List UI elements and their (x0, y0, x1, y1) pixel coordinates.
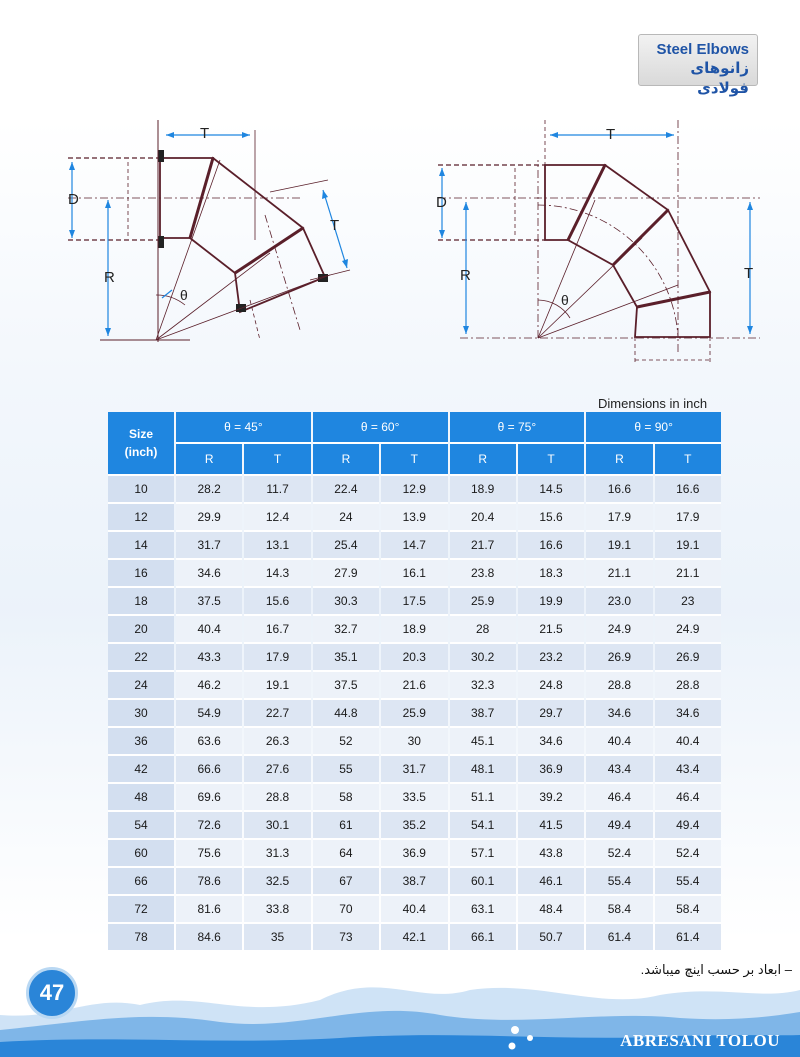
sub-header-r: R (176, 444, 242, 476)
t-value-cell: 23 (655, 588, 721, 616)
r-value-cell: 35.1 (313, 644, 379, 672)
r-value-cell: 46.4 (586, 784, 652, 812)
t-value-cell: 26.9 (655, 644, 721, 672)
size-cell: 14 (108, 532, 174, 560)
size-cell: 24 (108, 672, 174, 700)
table-row (108, 840, 721, 868)
size-header-label: Size (128, 427, 153, 441)
t-value-cell: 24.9 (655, 616, 721, 644)
elbow-dimensions-table (106, 412, 723, 952)
size-cell: 66 (108, 868, 174, 896)
table-row (108, 896, 721, 924)
r-value-cell: 61.4 (586, 924, 652, 952)
sub-header-t: T (244, 444, 310, 476)
r-value-cell: 81.6 (176, 896, 242, 924)
r-value-cell: 21.1 (586, 560, 652, 588)
t-value-cell: 61.4 (655, 924, 721, 952)
t-value-cell: 32.5 (244, 868, 310, 896)
t-value-cell: 18.9 (381, 616, 447, 644)
t-value-cell: 24.8 (518, 672, 584, 700)
r-value-cell: 34.6 (176, 560, 242, 588)
size-cell: 20 (108, 616, 174, 644)
r-value-cell: 25.9 (450, 588, 516, 616)
t-value-cell: 46.4 (655, 784, 721, 812)
t-value-cell: 29.7 (518, 700, 584, 728)
r-value-cell: 58 (313, 784, 379, 812)
t-value-cell: 13.9 (381, 504, 447, 532)
r-value-cell: 72.6 (176, 812, 242, 840)
r-value-cell: 54.1 (450, 812, 516, 840)
size-cell: 10 (108, 476, 174, 504)
r-value-cell: 58.4 (586, 896, 652, 924)
t-value-cell: 36.9 (518, 756, 584, 784)
t-value-cell: 35.2 (381, 812, 447, 840)
dimensions-note: Dimensions in inch (598, 396, 708, 411)
r-value-cell: 55.4 (586, 868, 652, 896)
page-number-badge: 47 (26, 967, 78, 1019)
t-value-cell: 27.6 (244, 756, 310, 784)
t-value-cell: 12.9 (381, 476, 447, 504)
t-value-cell: 26.3 (244, 728, 310, 756)
r-value-cell: 22.4 (313, 476, 379, 504)
dim-label-theta-left: θ (180, 287, 188, 303)
r-value-cell: 63.1 (450, 896, 516, 924)
t-value-cell: 36.9 (381, 840, 447, 868)
t-value-cell: 35 (244, 924, 310, 952)
t-value-cell: 30.1 (244, 812, 310, 840)
t-value-cell: 28.8 (655, 672, 721, 700)
table-row (108, 644, 721, 672)
r-value-cell: 84.6 (176, 924, 242, 952)
size-cell: 12 (108, 504, 174, 532)
t-value-cell: 52.4 (655, 840, 721, 868)
table-row (108, 504, 721, 532)
r-value-cell: 27.9 (313, 560, 379, 588)
r-value-cell: 55 (313, 756, 379, 784)
table-row (108, 672, 721, 700)
dim-label-t-left: T (200, 125, 210, 142)
r-value-cell: 30.3 (313, 588, 379, 616)
r-value-cell: 19.1 (586, 532, 652, 560)
size-cell: 78 (108, 924, 174, 952)
t-value-cell: 21.6 (381, 672, 447, 700)
r-value-cell: 31.7 (176, 532, 242, 560)
t-value-cell: 14.7 (381, 532, 447, 560)
dim-label-r-right: R (460, 267, 471, 284)
t-value-cell: 41.5 (518, 812, 584, 840)
t-value-cell: 30 (381, 728, 447, 756)
r-value-cell: 16.6 (586, 476, 652, 504)
t-value-cell: 21.5 (518, 616, 584, 644)
table-row (108, 756, 721, 784)
r-value-cell: 49.4 (586, 812, 652, 840)
t-value-cell: 40.4 (381, 896, 447, 924)
dim-label-t2-right: T (744, 265, 754, 282)
t-value-cell: 49.4 (655, 812, 721, 840)
t-value-cell: 31.7 (381, 756, 447, 784)
size-cell: 54 (108, 812, 174, 840)
r-value-cell: 45.1 (450, 728, 516, 756)
table-row (108, 476, 721, 504)
r-value-cell: 61 (313, 812, 379, 840)
angle-header-45: θ = 45° (176, 412, 311, 444)
t-value-cell: 46.1 (518, 868, 584, 896)
size-cell: 42 (108, 756, 174, 784)
t-value-cell: 40.4 (655, 728, 721, 756)
t-value-cell: 18.3 (518, 560, 584, 588)
t-value-cell: 16.1 (381, 560, 447, 588)
t-value-cell: 34.6 (518, 728, 584, 756)
angle-header-75: θ = 75° (450, 412, 585, 444)
t-value-cell: 31.3 (244, 840, 310, 868)
size-cell: 16 (108, 560, 174, 588)
t-value-cell: 43.4 (655, 756, 721, 784)
r-value-cell: 20.4 (450, 504, 516, 532)
t-value-cell: 11.7 (244, 476, 310, 504)
r-value-cell: 66.6 (176, 756, 242, 784)
t-value-cell: 58.4 (655, 896, 721, 924)
dim-label-d-right: D (436, 194, 447, 211)
r-value-cell: 54.9 (176, 700, 242, 728)
r-value-cell: 63.6 (176, 728, 242, 756)
table-row (108, 812, 721, 840)
r-value-cell: 38.7 (450, 700, 516, 728)
r-value-cell: 69.6 (176, 784, 242, 812)
r-value-cell: 73 (313, 924, 379, 952)
t-value-cell: 38.7 (381, 868, 447, 896)
table-body (108, 476, 721, 952)
r-value-cell: 60.1 (450, 868, 516, 896)
r-value-cell: 40.4 (176, 616, 242, 644)
t-value-cell: 23.2 (518, 644, 584, 672)
r-value-cell: 28.8 (586, 672, 652, 700)
size-header (108, 412, 174, 476)
size-header-unit: (inch) (124, 445, 158, 459)
table-row (108, 532, 721, 560)
t-value-cell: 21.1 (655, 560, 721, 588)
r-value-cell: 23.8 (450, 560, 516, 588)
t-value-cell: 12.4 (244, 504, 310, 532)
t-value-cell: 16.6 (518, 532, 584, 560)
t-value-cell: 19.9 (518, 588, 584, 616)
r-value-cell: 37.5 (176, 588, 242, 616)
dim-label-d-left: D (68, 191, 79, 208)
r-value-cell: 44.8 (313, 700, 379, 728)
r-value-cell: 75.6 (176, 840, 242, 868)
t-value-cell: 15.6 (518, 504, 584, 532)
r-value-cell: 52.4 (586, 840, 652, 868)
size-cell: 36 (108, 728, 174, 756)
r-value-cell: 29.9 (176, 504, 242, 532)
r-value-cell: 57.1 (450, 840, 516, 868)
r-value-cell: 30.2 (450, 644, 516, 672)
t-value-cell: 42.1 (381, 924, 447, 952)
t-value-cell: 33.8 (244, 896, 310, 924)
t-value-cell: 17.5 (381, 588, 447, 616)
t-value-cell: 16.6 (655, 476, 721, 504)
sub-header-r: R (313, 444, 379, 476)
elbow-diagram-right (430, 120, 770, 370)
table-row (108, 868, 721, 896)
size-cell: 30 (108, 700, 174, 728)
sub-header-t: T (381, 444, 447, 476)
brand-name: ABRESANI TOLOU (620, 1031, 780, 1050)
t-value-cell: 34.6 (655, 700, 721, 728)
t-value-cell: 39.2 (518, 784, 584, 812)
r-value-cell: 25.4 (313, 532, 379, 560)
r-value-cell: 24 (313, 504, 379, 532)
r-value-cell: 43.3 (176, 644, 242, 672)
dim-label-t-right: T (606, 126, 616, 143)
t-value-cell: 19.1 (655, 532, 721, 560)
section-title-box (638, 34, 758, 97)
t-value-cell: 14.3 (244, 560, 310, 588)
table-row (108, 560, 721, 588)
r-value-cell: 21.7 (450, 532, 516, 560)
table-row (108, 700, 721, 728)
t-value-cell: 33.5 (381, 784, 447, 812)
dim-label-t2-left: T (330, 217, 340, 234)
r-value-cell: 23.0 (586, 588, 652, 616)
size-cell: 18 (108, 588, 174, 616)
t-value-cell: 16.7 (244, 616, 310, 644)
table-row (108, 784, 721, 812)
r-value-cell: 67 (313, 868, 379, 896)
r-value-cell: 64 (313, 840, 379, 868)
t-value-cell: 13.1 (244, 532, 310, 560)
r-value-cell: 52 (313, 728, 379, 756)
r-value-cell: 17.9 (586, 504, 652, 532)
elbow-diagram-left (60, 120, 380, 360)
t-value-cell: 19.1 (244, 672, 310, 700)
sub-header-t: T (655, 444, 721, 476)
t-value-cell: 17.9 (244, 644, 310, 672)
dim-label-r-left: R (104, 269, 115, 286)
t-value-cell: 17.9 (655, 504, 721, 532)
section-title-en: Steel Elbows (656, 41, 749, 58)
t-value-cell: 48.4 (518, 896, 584, 924)
t-value-cell: 22.7 (244, 700, 310, 728)
r-value-cell: 40.4 (586, 728, 652, 756)
dim-label-theta-right: θ (561, 292, 569, 308)
sub-header-r: R (450, 444, 516, 476)
r-value-cell: 51.1 (450, 784, 516, 812)
size-cell: 60 (108, 840, 174, 868)
size-cell: 72 (108, 896, 174, 924)
footnote: – ابعاد بر حسب اینچ میباشد. (640, 962, 792, 977)
angle-header-60: θ = 60° (313, 412, 448, 444)
r-value-cell: 48.1 (450, 756, 516, 784)
size-cell: 22 (108, 644, 174, 672)
r-value-cell: 70 (313, 896, 379, 924)
table-row (108, 616, 721, 644)
r-value-cell: 18.9 (450, 476, 516, 504)
r-value-cell: 34.6 (586, 700, 652, 728)
table-row (108, 588, 721, 616)
t-value-cell: 20.3 (381, 644, 447, 672)
t-value-cell: 43.8 (518, 840, 584, 868)
r-value-cell: 28.2 (176, 476, 242, 504)
r-value-cell: 26.9 (586, 644, 652, 672)
t-value-cell: 15.6 (244, 588, 310, 616)
r-value-cell: 46.2 (176, 672, 242, 700)
sub-header-r: R (586, 444, 652, 476)
size-cell: 48 (108, 784, 174, 812)
r-value-cell: 66.1 (450, 924, 516, 952)
r-value-cell: 43.4 (586, 756, 652, 784)
table-row (108, 728, 721, 756)
sub-header-t: T (518, 444, 584, 476)
section-title-fa: زانوهای فولادی (690, 60, 749, 97)
r-value-cell: 78.6 (176, 868, 242, 896)
r-value-cell: 24.9 (586, 616, 652, 644)
t-value-cell: 50.7 (518, 924, 584, 952)
table-row (108, 924, 721, 952)
r-value-cell: 28 (450, 616, 516, 644)
r-value-cell: 37.5 (313, 672, 379, 700)
t-value-cell: 14.5 (518, 476, 584, 504)
t-value-cell: 28.8 (244, 784, 310, 812)
t-value-cell: 55.4 (655, 868, 721, 896)
t-value-cell: 25.9 (381, 700, 447, 728)
r-value-cell: 32.3 (450, 672, 516, 700)
angle-header-90: θ = 90° (586, 412, 721, 444)
r-value-cell: 32.7 (313, 616, 379, 644)
